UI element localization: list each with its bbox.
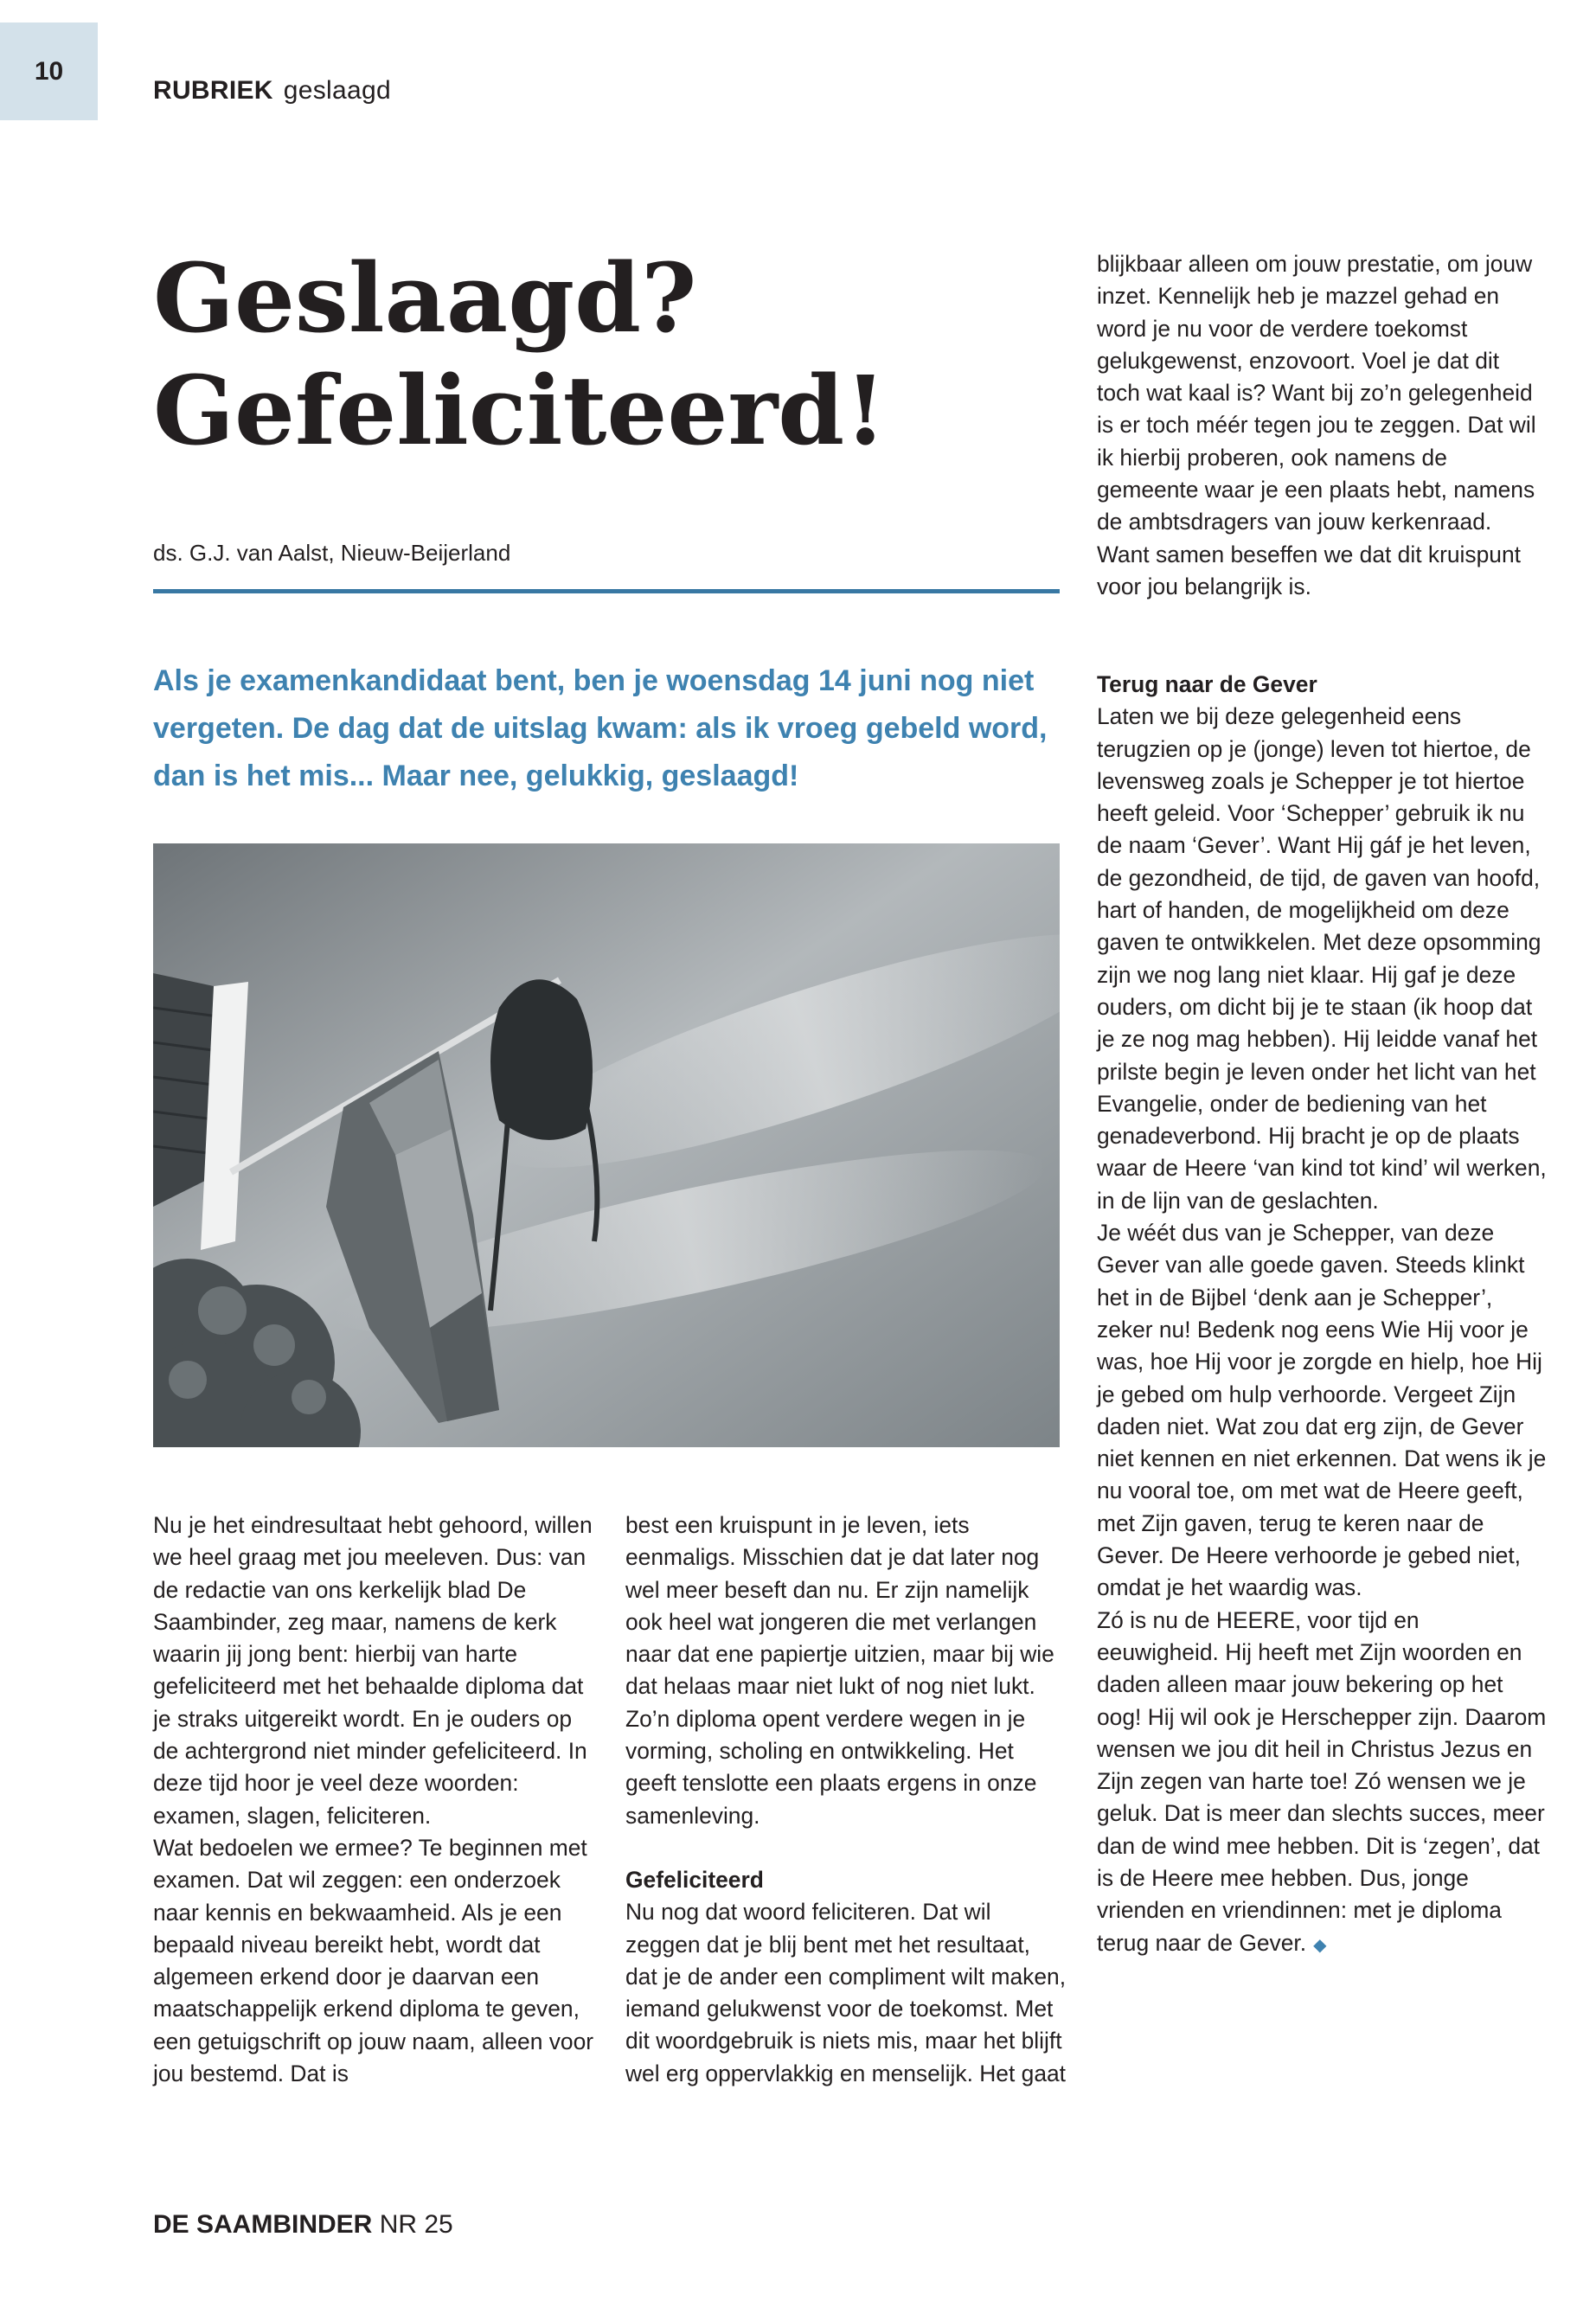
subheading-gefeliciteerd: Gefeliciteerd — [625, 1866, 764, 1893]
photo-illustration — [153, 843, 1060, 1447]
article-title — [153, 242, 887, 467]
section-header — [153, 76, 391, 106]
section-name: geslaagd — [283, 76, 391, 105]
col3-paragraph-2: Laten we bij deze gelegenheid eens terugzien op je (jonge) leven tot hiertoe, de levensweg zoals je Schepper je tot hiertoe heeft geleid. Voor ‘Schepper’ gebruik ik nu de naam ‘Gever’. Want Hij gáf je het leven, de gezondheid, de tijd, de gaven van hoofd, hart of handen, de mogelijkheid om deze gaven te ontwikkelen. Met deze opsomming zijn we nog lang niet klaar. Hij gaf je deze ouders, om dicht bij je te staan (ik hoop dat je ze nog mag hebben). Hij leidde vanaf het prilste begin je leven onder het licht van het Evangelie, onder de bediening van het genadeverbond. Hij bracht je op de plaats waar de Heere ‘van kind tot kind’ wil werken, in de lijn van de geslachten. — [1097, 703, 1547, 1214]
page-number-tab — [0, 22, 98, 120]
col1-paragraph-2: Wat bedoelen we ermee? Te beginnen met examen. Dat wil zeggen: een onderzoek naar kennis en bekwaamheid. Als je een bepaald niveau bereikt hebt, wordt dat algemeen erkend door je daarvan een maatschappelijk erkend diploma te geven, een getuigschrift op jouw naam, alleen voor jou bestemd. Dat is — [153, 1834, 594, 2087]
col3-paragraph-1: blijkbaar alleen om jouw prestatie, om jouw inzet. Kennelijk heb je mazzel gehad en word je nu voor de verdere toekomst gelukgewenst, enzovoort. Voel je dat dit toch wat kaal is? Want bij zo’n gelegenheid is er toch méér tegen jou te zeggen. Dat wil ik hierbij proberen, ook namens de gemeente waar je een plaats hebt, namens de ambtsdragers van jouw kerkenraad. Want samen beseffen we dat dit kruispunt voor jou belangrijk is. — [1097, 251, 1536, 599]
rubriek-label: RUBRIEK — [153, 76, 273, 105]
page-footer — [153, 2210, 453, 2240]
column-1 — [153, 1509, 594, 2090]
column-2 — [625, 1509, 1067, 2090]
title-line-1: Geslaagd? — [153, 242, 697, 354]
column-3-top — [1097, 248, 1547, 603]
lead-paragraph: Als je examenkandidaat bent, ben je woensdag 14 juni nog niet vergeten. De dag dat de uitslag kwam: als ik vroeg gebeld word, dan is het mis... Maar nee, gelukkig, geslaagd! — [153, 664, 1048, 792]
issue-number: NR 25 — [379, 2210, 453, 2239]
column-3-bottom — [1097, 669, 1547, 1962]
col1-paragraph-1: Nu je het eindresultaat hebt gehoord, willen we heel graag met jou meeleven. Dus: van de redactie van ons kerkelijk blad De Saambinder, zeg maar, namens de kerk waarin jij jong bent: hierbij van harte gefeliciteerd met het behaalde diploma dat je straks uitgereikt wordt. En je ouders op de achtergrond niet minder gefeliciteerd. In deze tijd hoor je veel deze woorden: examen, slagen, feliciteren. — [153, 1512, 593, 1829]
title-line-2: Gefeliciteerd! — [153, 355, 887, 466]
page-number: 10 — [34, 56, 64, 86]
article-photo-flag-backpack — [153, 843, 1060, 1447]
magazine-name: DE SAAMBINDER — [153, 2210, 373, 2239]
col3-paragraph-4 — [1097, 1605, 1547, 1962]
col2-paragraph-1: best een kruispunt in je leven, iets eenmaligs. Misschien dat je dat later nog wel meer beseft dan nu. Er zijn namelijk ook heel wat jongeren die met verlangen naar dat ene papiertje uitzien, maar bij wie dat helaas maar niet lukt of nog niet lukt. Zo’n diploma opent verdere wegen in je vorming, scholing en ontwikkeling. Het geeft tenslotte een plaats ergens in onze samenleving. — [625, 1512, 1054, 1829]
subheading-terug-naar-de-gever: Terug naar de Gever — [1097, 671, 1317, 697]
author-byline: ds. G.J. van Aalst, Nieuw-Beijerland — [153, 540, 511, 566]
title-divider — [153, 589, 1060, 593]
col2-paragraph-2: Nu nog dat woord feliciteren. Dat wil zeggen dat je blij bent met het resultaat, dat je de ander een compliment wilt maken, iemand gelukwenst voor de toekomst. Met dit woordgebruik is niets mis, maar het blijft wel erg oppervlakkig en menselijk. Het gaat — [625, 1899, 1067, 2086]
end-mark-icon: ◆ — [1313, 1935, 1327, 1955]
spacer — [625, 1832, 1067, 1864]
col3-paragraph-3: Je wéét dus van je Schepper, van deze Gever van alle goede gaven. Steeds klinkt het in de Bijbel ‘denk aan je Schepper’, zeker nu! Bedenk nog eens Wie Hij voor je was, hoe Hij voor je zorgde en hielp, hoe Hij je gebed om hulp verhoorde. Vergeet Zijn daden niet. Wat zou dat erg zijn, de Gever niet kennen en niet erkennen. Dat wens ik je nu vooral toe, om met wat de Heere geeft, met Zijn gaven, terug te keren naar de Gever. De Heere verhoorde je gebed niet, omdat je het waardig was. — [1097, 1220, 1547, 1601]
col3-paragraph-4-text: Zó is nu de HEERE, voor tijd en eeuwigheid. Hij heeft met Zijn woorden en daden alleen maar jouw bekering op het oog! Hij wil ook je Herschepper zijn. Daarom wensen we jou dit heil in Christus Jezus en Zijn zegen van harte toe! Zó wensen we je geluk. Dat is meer dan slechts succes, meer dan de wind mee hebben. Dit is ‘zegen’, dat is de Heere mee hebben. Dus, jonge vrienden en vriendinnen: met je diploma terug naar de Gever. — [1097, 1606, 1547, 1956]
